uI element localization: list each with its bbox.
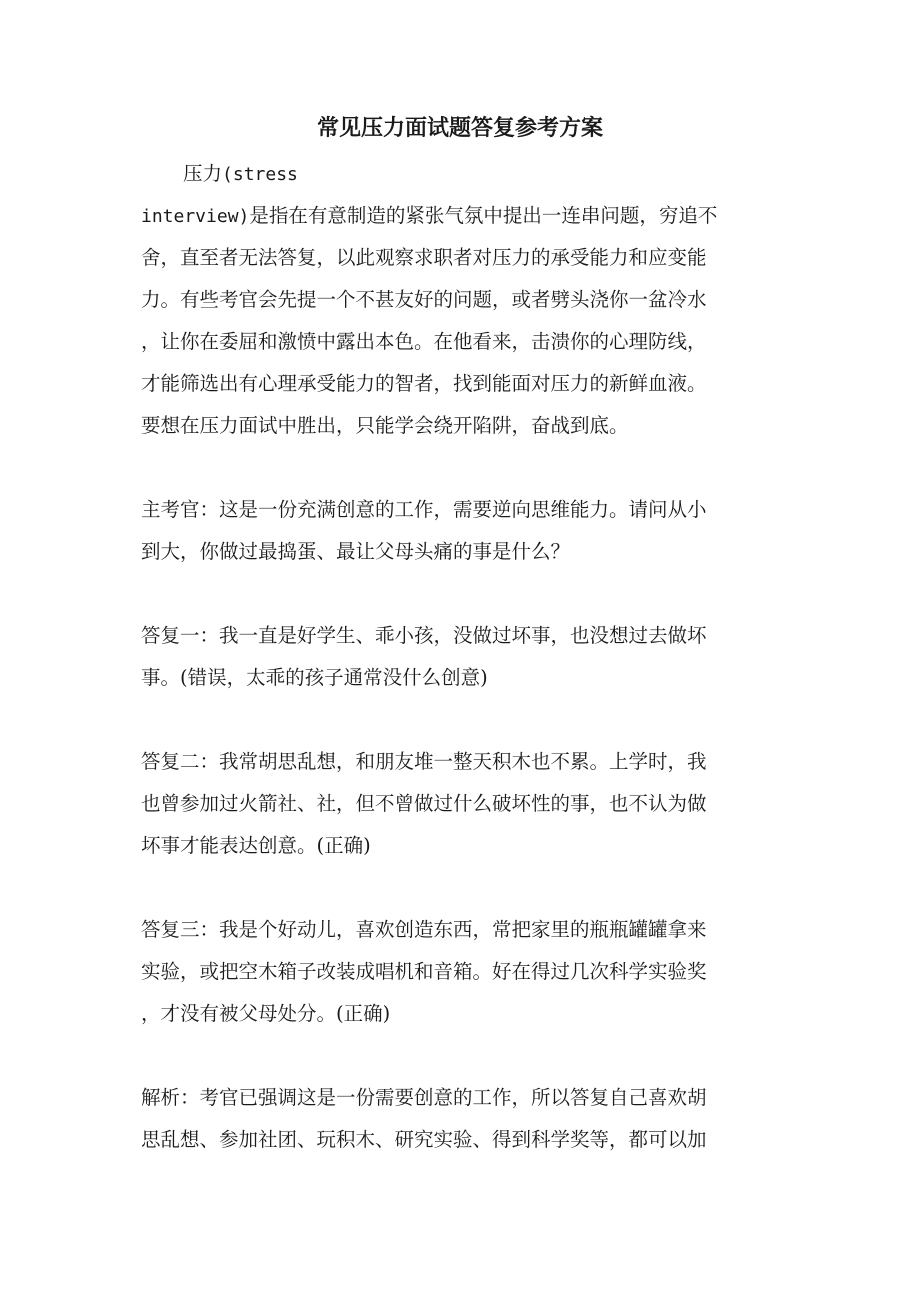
intro-line-6: 才能筛选出有心理承受能力的智者，找到能面对压力的新鲜血液。 [141, 372, 707, 395]
answer3-line-3: ，才没有被父母处分。(正确) [141, 1002, 391, 1025]
question-line-2: 到大，你做过最捣蛋、最让父母头痛的事是什么？ [141, 540, 571, 563]
answer1-line-1: 答复一：我一直是好学生、乖小孩，没做过坏事，也没想过去做坏 [141, 624, 707, 647]
answer3-line-1: 答复三：我是个好动儿，喜欢创造东西，常把家里的瓶瓶罐罐拿来 [141, 918, 707, 941]
answer2-line-2: 也曾参加过火箭社、社，但不曾做过什么破坏性的事，也不认为做 [141, 792, 707, 815]
intro-line-5: ，让你在委屈和激愤中露出本色。在他看来，击溃你的心理防线， [141, 330, 707, 353]
analysis-line-1: 解析：考官已强调这是一份需要创意的工作，所以答复自己喜欢胡 [141, 1086, 707, 1109]
intro-line-2 [141, 202, 717, 231]
document-title: 常见压力面试题答复参考方案 [316, 115, 603, 141]
answer1-line-2: 事。(错误，太乖的孩子通常没什么创意) [141, 666, 488, 689]
intro-term-english-cont: interview) [141, 206, 250, 227]
intro-line-3: 舍，直至者无法答复，以此观察求职者对压力的承受能力和应变能 [141, 246, 707, 269]
intro-line-4: 力。有些考官会先提一个不甚友好的问题，或者劈头浇你一盆冷水 [141, 288, 707, 311]
answer3-line-2: 实验，或把空木箱子改装成唱机和音箱。好在得过几次科学实验奖 [141, 960, 707, 983]
answer2-line-3: 坏事才能表达创意。(正确) [141, 834, 371, 857]
intro-term-english: (stress [222, 164, 298, 185]
intro-term: 压力 [183, 162, 223, 185]
answer2-line-1: 答复二：我常胡思乱想，和朋友堆一整天积木也不累。上学时，我 [141, 750, 707, 773]
intro-text: 是指在有意制造的紧张气氛中提出一连串问题，穷追不 [249, 204, 718, 227]
intro-line-1 [183, 160, 298, 189]
question-line-1: 主考官：这是一份充满创意的工作，需要逆向思维能力。请问从小 [141, 498, 707, 521]
intro-line-7: 要想在压力面试中胜出，只能学会绕开陷阱，奋战到底。 [141, 414, 629, 437]
analysis-line-2: 思乱想、参加社团、玩积木、研究实验、得到科学奖等，都可以加 [141, 1128, 707, 1151]
